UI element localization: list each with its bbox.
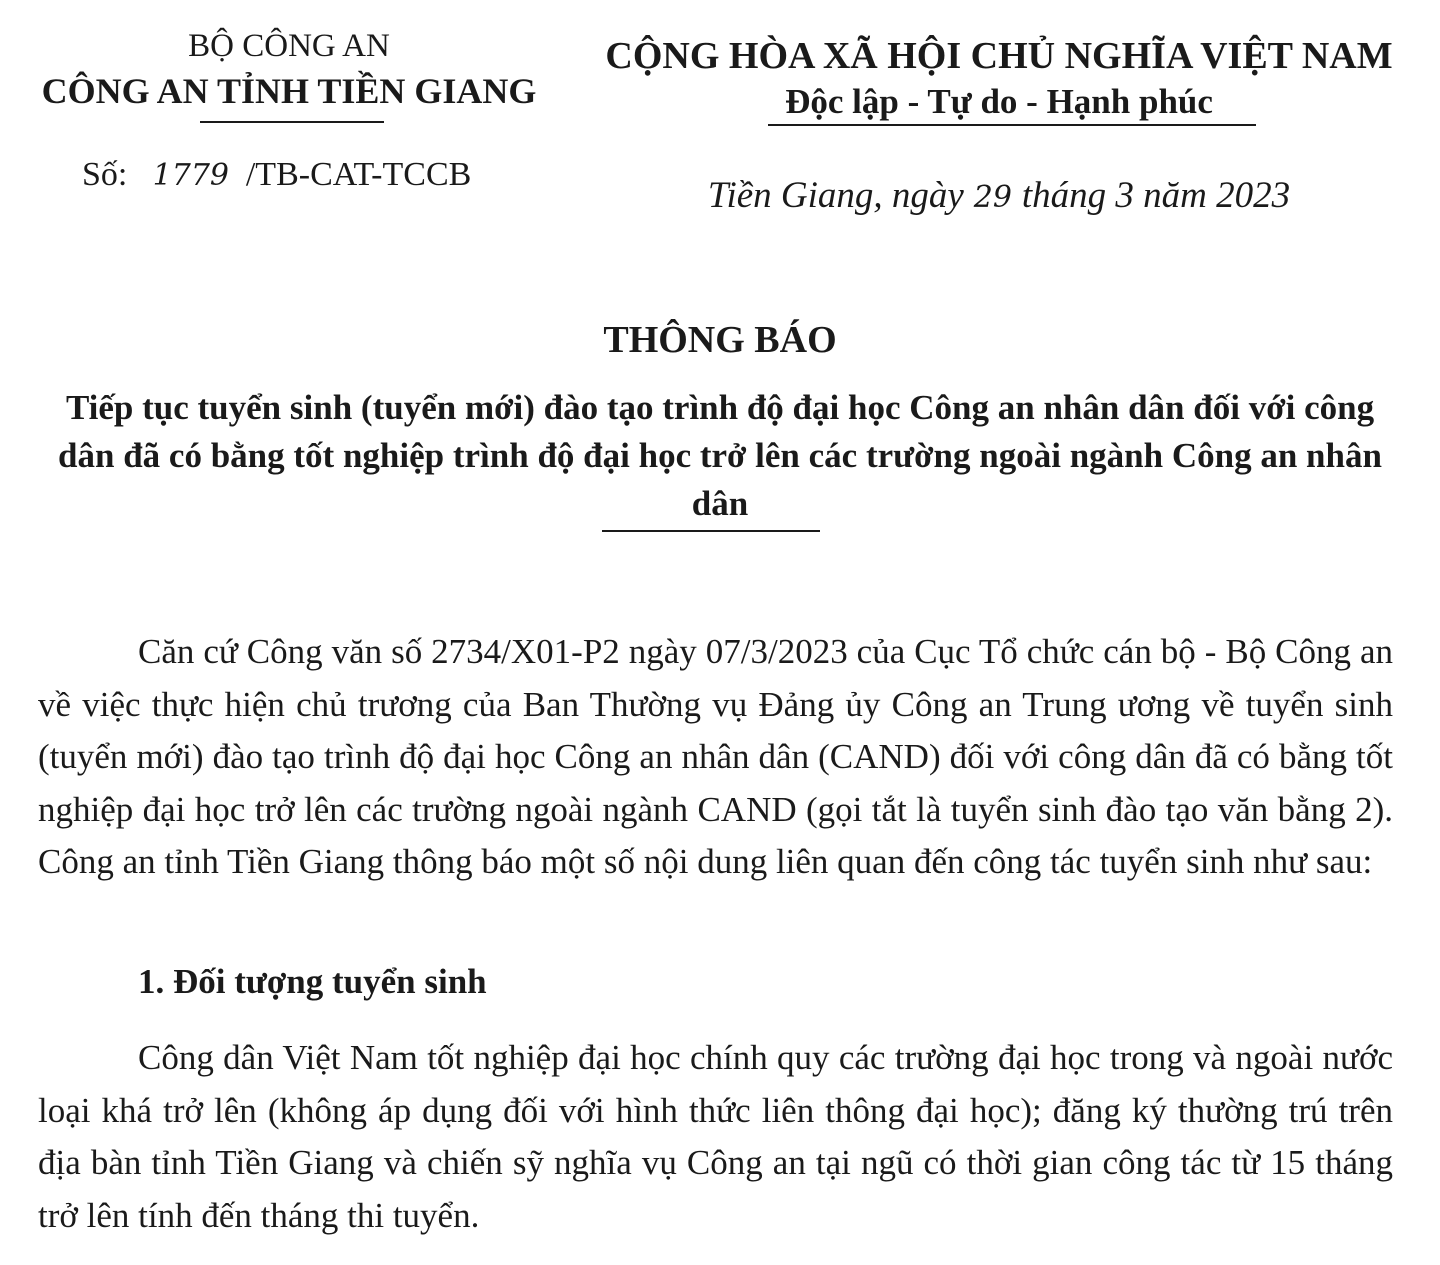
document-number-handwritten: 1779 [152, 158, 230, 193]
body-paragraph-2: Công dân Việt Nam tốt nghiệp đại học chính quy các trường đại học trong và ngoài nước loại khá trở lên (không áp dụng đối với hình thức liên thông đại học); đăng ký thường trú trên địa bàn tỉnh Tiền Giang và chiến sỹ nghĩa vụ Công an tại ngũ có thời gian công tác từ 15 tháng trở lên tính đến tháng thi tuyển. [38, 1038, 1393, 1235]
agency-underline [200, 121, 384, 123]
body-paragraph-1: Căn cứ Công văn số 2734/X01-P2 ngày 07/3/2023 của Cục Tổ chức cán bộ - Bộ Công an về việc thực hiện chủ trương của Ban Thường vụ Đảng ủy Công an Trung ương về tuyển sinh (tuyển mới) đào tạo trình độ đại học Công an nhân dân (CAND) đối với công dân đã có bằng tốt nghiệp đại học trở lên các trường ngoài ngành CAND (gọi tắt là tuyển sinh đào tạo văn bằng 2). Công an tỉnh Tiền Giang thông báo một số nội dung liên quan đến công tác tuyển sinh như sau: [38, 632, 1393, 882]
document-number-suffix: /TB-CAT-TCCB [245, 156, 472, 193]
subject-underline [602, 530, 820, 532]
section-heading-1: 1. Đối tượng tuyển sinh [138, 962, 487, 1001]
date-day-handwritten: 29 [973, 180, 1012, 215]
document-number-label: Số: [82, 156, 128, 193]
place-and-date [578, 174, 1420, 217]
document-number [82, 156, 471, 194]
national-motto: Độc lập - Tự do - Hạnh phúc [785, 82, 1213, 121]
motto-underline [768, 124, 1256, 126]
date-suffix: tháng 3 năm 2023 [1021, 175, 1291, 216]
agency-name: CÔNG AN TỈNH TIỀN GIANG [41, 71, 537, 111]
document-subject: Tiếp tục tuyển sinh (tuyển mới) đào tạo trình độ đại học Công an nhân dân đối với công dân đã có bằng tốt nghiệp trình độ đại học trở lên các trường ngoài ngành Công an nhân dân [58, 388, 1382, 523]
ministry-name: BỘ CÔNG AN [188, 28, 390, 64]
date-prefix: Tiền Giang, ngày [707, 175, 964, 216]
document-title: THÔNG BÁO [603, 319, 837, 361]
national-title: CỘNG HÒA XÃ HỘI CHỦ NGHĨA VIỆT NAM [605, 35, 1393, 77]
